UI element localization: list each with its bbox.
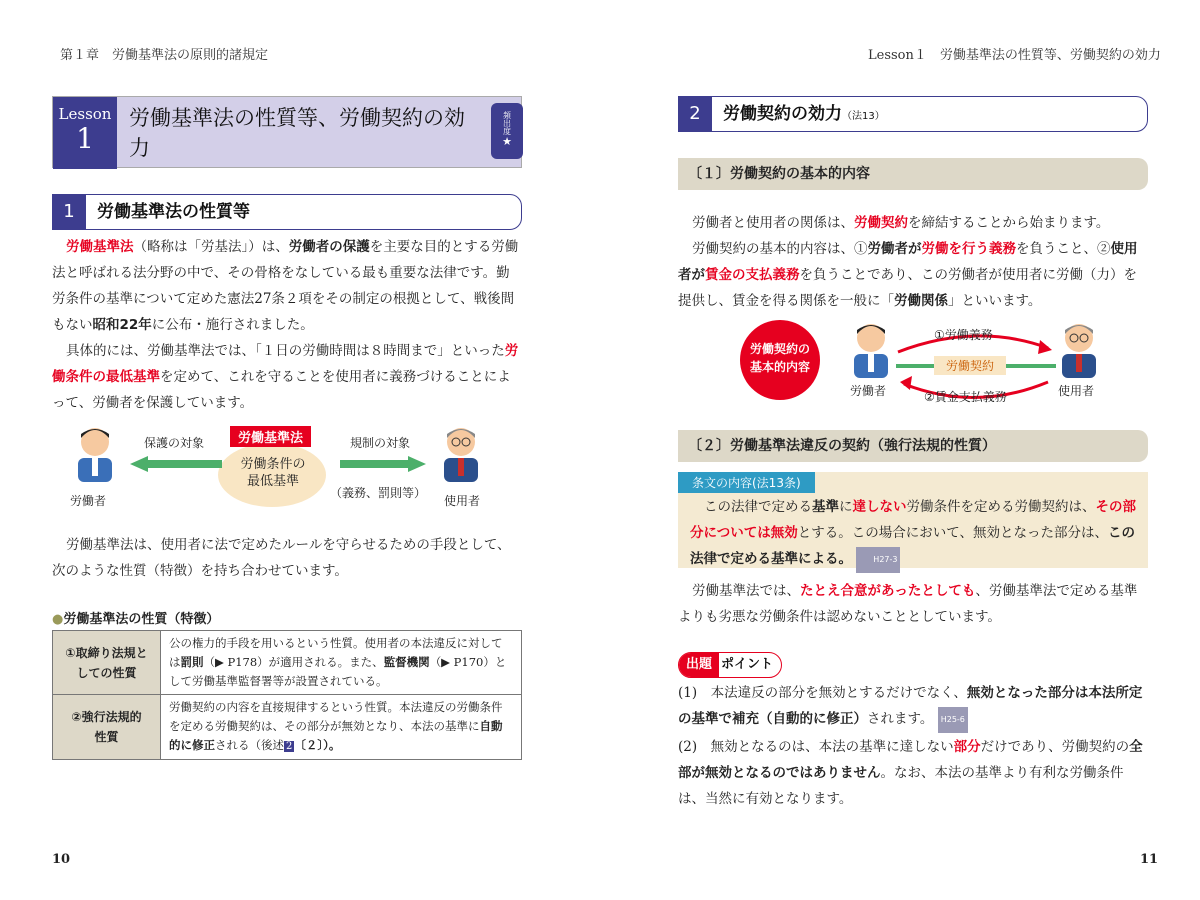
article-tag: 条文の内容(法13条)	[678, 472, 815, 493]
worker-label-left: 労働者	[70, 494, 107, 508]
lesson-title: 労働基準法の性質等、労働契約の効力	[129, 106, 465, 160]
subsection-2-header: 〔２〕労働基準法違反の契約（強行法規的性質）	[678, 430, 1148, 462]
paragraph-3: 労働基準法は、使用者に法で定めたルールを守らせるための手段として、次のような性質（特徴）を持ち合わせています。	[52, 537, 511, 579]
paragraph-2: 具体的には、労働基準法では、「１日の労働時間は８時間まで」といった労働条件の最低基準を定めて、これを守ることを使用者に義務づけることによって、労働者を保護しています。	[52, 343, 519, 411]
worker-figure-left	[72, 424, 118, 488]
employer-figure-right	[1056, 320, 1102, 384]
table-row: ①取締り法規と しての性質 公の権力的手段を用いるという性質。使用者の本法違反に対しては罰則（▶ P178）が適用される。また、監督機関（▶ P170）として労働基準監督署等が設置されている。	[53, 631, 522, 695]
exam-point-badge: 出題 ポイント	[678, 652, 782, 678]
running-head-left: 第１章 労働基準法の原則的諸規定	[60, 48, 269, 63]
employer-figure-left	[438, 424, 484, 488]
frequency-badge: 頻出度 ★	[491, 103, 523, 159]
lesson-header	[52, 96, 522, 168]
page-number-right: 11	[1140, 852, 1159, 867]
duty1-label: ①労働義務	[934, 328, 993, 342]
employer-label-left: 使用者	[444, 494, 481, 508]
table-row: ②強行法規的 性質 労働契約の内容を直接規律するという性質。本法違反の労働条件を定める労働契約は、その部分が無効となり、本法の基準に自動的に修正される（後述 2 〔２〕）。	[53, 695, 522, 760]
regulate-label: 規制の対象	[350, 436, 411, 450]
paragraph-r3: 労働基準法では、たとえ合意があったとしても、労働基準法で定める基準よりも劣悪な労働条件は認めないこととしています。	[678, 583, 1138, 625]
duty2-label: ②賃金支払義務	[924, 390, 1007, 404]
running-head-right: Lesson１ 労働基準法の性質等、労働契約の効力	[868, 48, 1161, 63]
law-badge: 労働基準法	[230, 426, 311, 447]
paragraph-r1: 労働者と使用者の関係は、労働契約を締結することから始まります。	[692, 215, 1110, 231]
protect-label: 保護の対象	[144, 436, 205, 450]
employer-label-right: 使用者	[1058, 384, 1095, 398]
worker-figure-right	[848, 320, 894, 384]
law-diagram	[52, 420, 522, 520]
paragraph-1: 労働基準法（略称は「労基法」）は、労働者の保護を主要な目的とする労働法と呼ばれる法分野の中で、その骨格をなしている最も重要な法律です。勤労条件の基準について定めた憲法27条２項をその制定の根拠として、戦後間もない昭和22年に公布・施行されました。	[52, 239, 519, 333]
worker-label-right: 労働者	[850, 384, 887, 398]
duty-label: （義務、罰則等）	[330, 486, 427, 500]
point-1: (1) 本法違反の部分を無効とするだけでなく、無効となった部分は本法所定の基準で補充（自動的に修正）されます。 H25-6	[678, 680, 1148, 733]
law-properties-table	[52, 630, 522, 760]
right-page	[600, 0, 1200, 900]
contract-label: 労働契約	[934, 356, 1006, 375]
paragraph-r2: 労働契約の基本的内容は、①労働者が労働を行う義務を負うこと、②使用者が賃金の支払義務を負うことであり、この労働者が使用者に労働（力）を提供し、賃金を得る関係を一般に「労働関係」といいます。	[678, 241, 1138, 309]
point-2: (2) 無効となるのは、本法の基準に達しない部分だけであり、労働契約の全部が無効となるのではありません。なお、本法の基準より有利な労働条件は、当然に有効となります。	[678, 739, 1143, 807]
lesson-tag: Lesson 1	[53, 97, 117, 169]
article-text: この法律で定める基準に達しない労働条件を定める労働契約は、その部分については無効とする。この場合において、無効となった部分は、この法律で定める基準による。 H27-3	[690, 494, 1140, 573]
minimum-standard-label: 労働条件の 最低基準	[240, 457, 306, 489]
contract-circle-label: 労働契約の 基本的内容	[749, 342, 810, 374]
exam-tag: H27-3	[856, 547, 900, 573]
exam-tag: H25-6	[938, 707, 968, 733]
contract-diagram	[738, 318, 1148, 418]
page-number-left: 10	[52, 852, 71, 867]
table-title: ●労働基準法の性質（特徴）	[52, 612, 220, 627]
section-2-header: 2 労働契約の効力（法13）	[678, 96, 1148, 132]
subsection-1-header: 〔１〕労働契約の基本的内容	[678, 158, 1148, 190]
section-1-header: 1 労働基準法の性質等	[52, 194, 522, 230]
